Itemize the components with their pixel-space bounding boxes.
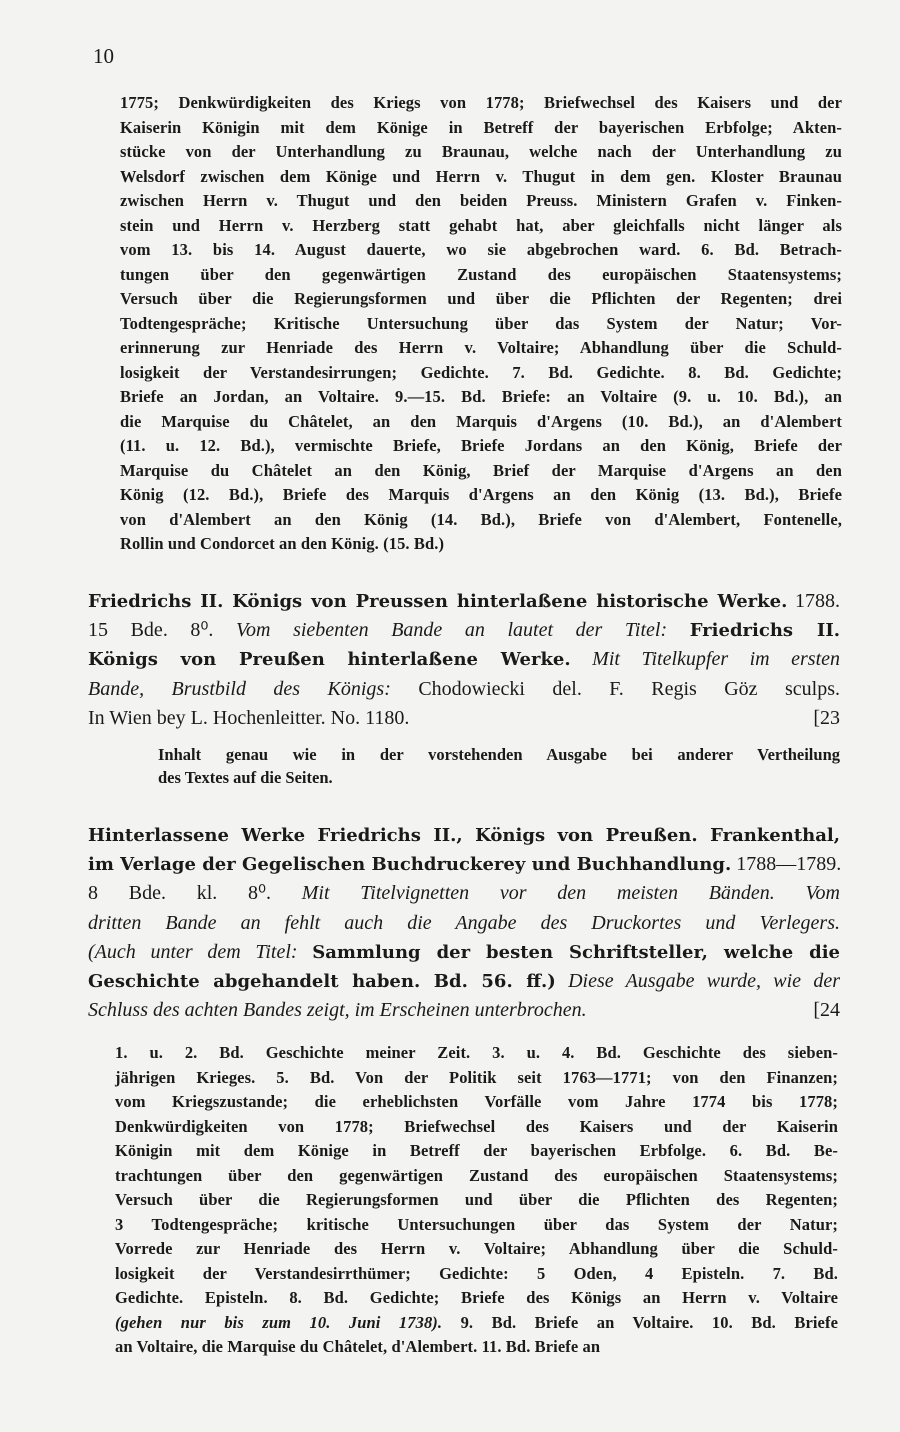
text-line <box>88 616 840 645</box>
text-line: Gedichte. Episteln. 8. Bd. Gedichte; Briefe des Königs an Herrn v. Voltaire <box>115 1288 838 1307</box>
text-line: erinnerung zur Henriade des Herrn v. Voltaire; Abhandlung über die Schuld- <box>120 338 842 357</box>
italic-text: dritten Bande an fehlt auch die Angabe des Druckortes und Verlegers. <box>88 911 840 934</box>
text-line: Marquise du Châtelet an den König, Brief der Marquise d'Argens an den <box>120 460 842 480</box>
fraktur-text: Geschichte abgehandelt haben. Bd. 56. ff.) <box>88 971 556 993</box>
text-line <box>88 850 840 879</box>
entry-24-contents <box>115 1041 838 1360</box>
text-line: Versuch über die Regierungsformen und über die Pflichten des Regenten; <box>115 1190 838 1209</box>
text-line <box>88 967 840 996</box>
italic-text: Mit Titelkupfer im ersten <box>570 648 840 671</box>
text-line: von d'Alembert an den König (14. Bd.), Briefe von d'Alembert, Fontenelle, <box>120 509 842 529</box>
text-line: Inhalt genau wie in der vorstehenden Ausgabe bei anderer Vertheilung <box>158 745 840 764</box>
text-line: die Marquise du Châtelet, an den Marquis d'Argens (10. Bd.), an d'Alembert <box>120 411 842 431</box>
text-line: 3 Todtengespräche; kritische Untersuchungen über das System der Natur; <box>115 1214 838 1234</box>
italic-text: Mit Titelvignetten vor den meisten Bänden. Vom <box>301 882 840 905</box>
bibliography-entry-23 <box>88 587 840 733</box>
fraktur-text: Sammlung der besten Schriftsteller, welche die <box>312 941 840 963</box>
fraktur-text: Königs von Preußen hinterlaßene Werke. <box>88 649 571 671</box>
roman-text: In Wien bey L. Hochenleitter. No. 1180. <box>88 706 410 729</box>
italic-text: Bande, Brustbild des Königs: <box>88 677 391 700</box>
italic-text: (gehen nur bis zum 10. Juni 1738). <box>115 1312 443 1332</box>
fraktur-text: Friedrichs II. Königs von Preussen hinterlaßene historische Werke. <box>88 591 788 612</box>
text-line: 1775; Denkwürdigkeiten des Kriegs von 1778; Briefwechsel des Kaisers und der <box>120 93 842 112</box>
page-number: 10 <box>93 44 114 68</box>
text-line: König (12. Bd.), Briefe des Marquis d'Argens an den König (13. Bd.), Briefe <box>120 485 842 504</box>
italic-text: Vom siebenten Bande an lautet der Titel: <box>236 619 690 642</box>
text-line <box>88 938 840 967</box>
italic-text: Schluss des achten Bandes zeigt, im Erscheinen unterbrochen. <box>88 999 587 1022</box>
roman-text: 8 Bde. kl. 8⁰. <box>88 882 302 905</box>
text-line: Kaiserin Königin mit dem Könige in Betreff der bayerischen Erbfolge; Akten- <box>120 117 842 137</box>
text-line: Todtengespräche; Kritische Untersuchung über das System der Natur; Vor- <box>120 313 842 333</box>
text-line <box>88 645 840 674</box>
text-line <box>88 879 840 908</box>
text-line: Versuch über die Regierungsformen und über die Pflichten der Regenten; drei <box>120 289 842 308</box>
entry-number: [24 <box>813 999 840 1022</box>
italic-text: (Auch unter dem Titel: <box>88 940 313 963</box>
roman-text: Chodowiecki del. F. Regis Göz sculps. <box>390 677 841 700</box>
text-line: losigkeit der Verstandesirrungen; Gedichte. 7. Bd. Gedichte. 8. Bd. Gedichte; <box>120 362 842 382</box>
entry-number: [23 <box>813 706 840 729</box>
fraktur-text: im Verlage der Gegelischen Buchdruckerey und Buchhandlung. <box>88 854 732 876</box>
text-line <box>88 996 840 1025</box>
text-line: Denkwürdigkeiten von 1778; Briefwechsel des Kaisers und der Kaiserin <box>115 1116 838 1136</box>
text-line <box>88 821 840 850</box>
fraktur-text: Hinterlassene Werke Friedrichs II., Königs von Preußen. Frankenthal, <box>88 825 840 846</box>
roman-text: 15 Bde. 8⁰. <box>88 619 237 642</box>
text-line: zwischen Herrn v. Thugut und den beiden Preuss. Ministern Grafen v. Finken- <box>120 191 842 210</box>
text-line: stücke von der Unterhandlung zu Braunau, welche nach der Unterhandlung zu <box>120 142 842 161</box>
text-line: Vorrede zur Henriade des Herrn v. Voltaire; Abhandlung über die Schuld- <box>115 1239 838 1258</box>
roman-text: 9. Bd. Briefe an Voltaire. 10. Bd. Briefe <box>442 1312 838 1332</box>
text-line: 1. u. 2. Bd. Geschichte meiner Zeit. 3. u. 4. Bd. Geschichte des sieben- <box>115 1043 838 1062</box>
text-line: trachtungen über den gegenwärtigen Zustand des europäischen Staatensystems; <box>115 1165 838 1185</box>
text-line: an Voltaire, die Marquise du Châtelet, d'Alembert. 11. Bd. Briefe an <box>115 1337 601 1356</box>
roman-text: 1788—1789. <box>731 853 842 876</box>
text-line <box>88 909 840 938</box>
text-line: vom Kriegszustande; die erheblichsten Vorfälle vom Jahre 1774 bis 1778; <box>115 1092 838 1111</box>
text-line <box>88 587 840 616</box>
text-line: Königin mit dem Könige in Betreff der bayerischen Erbfolge. 6. Bd. Be- <box>115 1141 838 1160</box>
fraktur-text: Friedrichs II. <box>689 620 841 642</box>
text-line: (11. u. 12. Bd.), vermischte Briefe, Briefe Jordans an den König, Briefe der <box>120 436 842 455</box>
text-line: des Textes auf die Seiten. <box>158 768 333 787</box>
text-line: tungen über den gegenwärtigen Zustand des europäischen Staatensystems; <box>120 264 842 284</box>
text-line <box>88 675 840 704</box>
italic-text: Diese Ausgabe wurde, wie der <box>555 970 841 993</box>
text-line: stein und Herrn v. Herzberg statt gehabt hat, aber gleichfalls nicht länger als <box>120 215 842 235</box>
text-line: Welsdorf zwischen dem Könige und Herrn v. Thugut in dem gen. Kloster Braunau <box>120 166 842 186</box>
text-line: losigkeit der Verstandesirrthümer; Gedichte: 5 Oden, 4 Episteln. 7. Bd. <box>115 1263 838 1283</box>
text-line <box>88 704 840 733</box>
entry-23-note <box>158 743 840 789</box>
text-line: jährigen Krieges. 5. Bd. Von der Politik seit 1763—1771; von den Finanzen; <box>115 1067 838 1087</box>
contents-paragraph-continued <box>120 91 842 557</box>
bibliography-entry-24 <box>88 821 840 1025</box>
text-line: vom 13. bis 14. August dauerte, wo sie abgebrochen ward. 6. Bd. Betrach- <box>120 240 842 259</box>
text-line <box>115 1311 838 1336</box>
roman-text: 1788. <box>787 590 840 612</box>
text-line: Rollin und Condorcet an den König. (15. Bd.) <box>120 534 445 553</box>
text-line: Briefe an Jordan, an Voltaire. 9.—15. Bd. Briefe: an Voltaire (9. u. 10. Bd.), an <box>120 387 842 406</box>
